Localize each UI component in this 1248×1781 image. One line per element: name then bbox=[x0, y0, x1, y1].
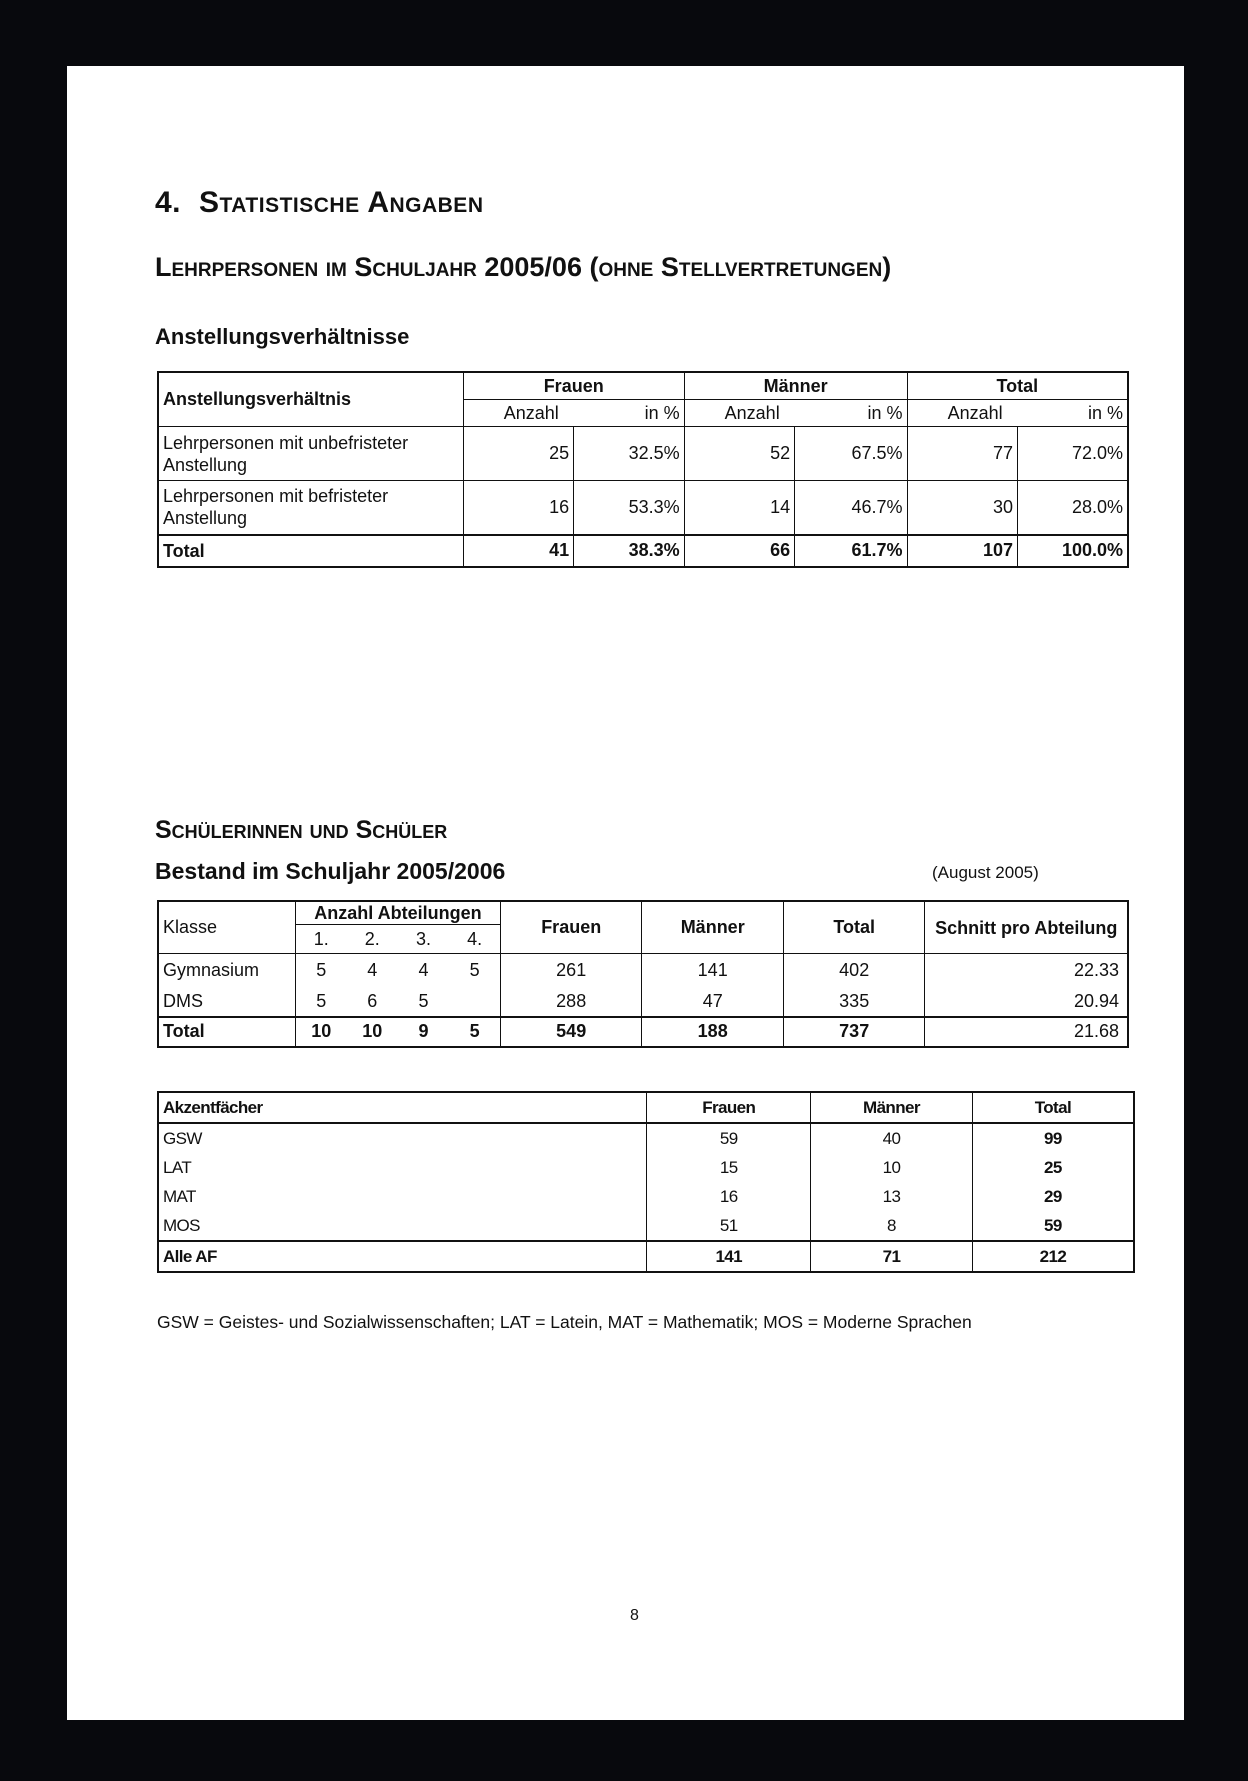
table-total-row: Alle AF 141 71 212 bbox=[158, 1241, 1134, 1272]
header-schnitt: Schnitt pro Abteilung bbox=[925, 901, 1128, 954]
table-total-row: Total 10 10 9 5 549 188 737 21.68 bbox=[158, 1017, 1128, 1047]
header-total: Total bbox=[783, 901, 925, 954]
table-row: MOS 51 8 59 bbox=[158, 1211, 1134, 1241]
header-maenner: Männer bbox=[811, 1092, 973, 1123]
header-total: Total bbox=[972, 1092, 1134, 1123]
students-table: Klasse Anzahl Abteilungen Frauen Männer Total Schnitt pro Abteilung 1. 2. 3. 4. Gymnasium 5 4 4 5 261 141 402 22.33 DMS 5 6 5 288 47 335 20.94 Total 10 10 9 5 549 188 737 21.68 bbox=[157, 900, 1129, 1048]
section-title: 4. Statistische Angaben bbox=[155, 186, 484, 219]
sub-header: in % bbox=[795, 400, 907, 427]
sub-header: in % bbox=[574, 400, 684, 427]
footnote: GSW = Geistes- und Sozialwissenschaften; LAT = Latein, MAT = Mathematik; MOS = Moderne Sprachen bbox=[157, 1312, 972, 1332]
students-subheading: Bestand im Schuljahr 2005/2006 bbox=[155, 858, 506, 884]
page-number: 8 bbox=[630, 1607, 639, 1624]
sub-header: Anzahl bbox=[907, 400, 1017, 427]
row-header: Anstellungsverhältnis bbox=[158, 372, 463, 427]
group-header: Total bbox=[907, 372, 1128, 400]
header-frauen: Frauen bbox=[500, 901, 642, 954]
employment-table bbox=[157, 371, 1129, 568]
sub-header: Anzahl bbox=[684, 400, 794, 427]
students-heading: Schülerinnen und Schüler bbox=[155, 816, 448, 844]
table-row: MAT 16 13 29 bbox=[158, 1182, 1134, 1211]
table-row: LAT 15 10 25 bbox=[158, 1153, 1134, 1182]
table-row: GSW 59 40 99 bbox=[158, 1123, 1134, 1153]
table-row: Gymnasium 5 4 4 5 261 141 402 22.33 bbox=[158, 954, 1128, 988]
header-abteilungen: Anzahl Abteilungen bbox=[295, 901, 500, 925]
header-maenner: Männer bbox=[642, 901, 784, 954]
header-klasse: Klasse bbox=[158, 901, 295, 954]
table-row: Lehrpersonen mit befristeter Anstellung 16 53.3% 14 46.7% 30 28.0% bbox=[158, 481, 1128, 535]
table-row: Lehrpersonen mit unbefristeter Anstellung 25 32.5% 52 67.5% 77 72.0% bbox=[158, 427, 1128, 481]
document-page bbox=[67, 66, 1184, 1720]
header-akzentfaecher: Akzentfächer bbox=[158, 1092, 647, 1123]
header-frauen: Frauen bbox=[647, 1092, 811, 1123]
table-total-row: Total 41 38.3% 66 61.7% 107 100.0% bbox=[158, 535, 1128, 567]
group-header: Frauen bbox=[463, 372, 684, 400]
table-row: DMS 5 6 5 288 47 335 20.94 bbox=[158, 988, 1128, 1017]
students-date: (August 2005) bbox=[932, 863, 1039, 882]
employment-subheading: Anstellungsverhältnisse bbox=[155, 324, 410, 349]
sub-header: Anzahl bbox=[463, 400, 573, 427]
teachers-heading: Lehrpersonen im Schuljahr 2005/06 (ohne Stellvertretungen) bbox=[155, 252, 892, 282]
focus-subjects-table bbox=[157, 1091, 1135, 1273]
group-header: Männer bbox=[684, 372, 907, 400]
sub-header: in % bbox=[1018, 400, 1128, 427]
